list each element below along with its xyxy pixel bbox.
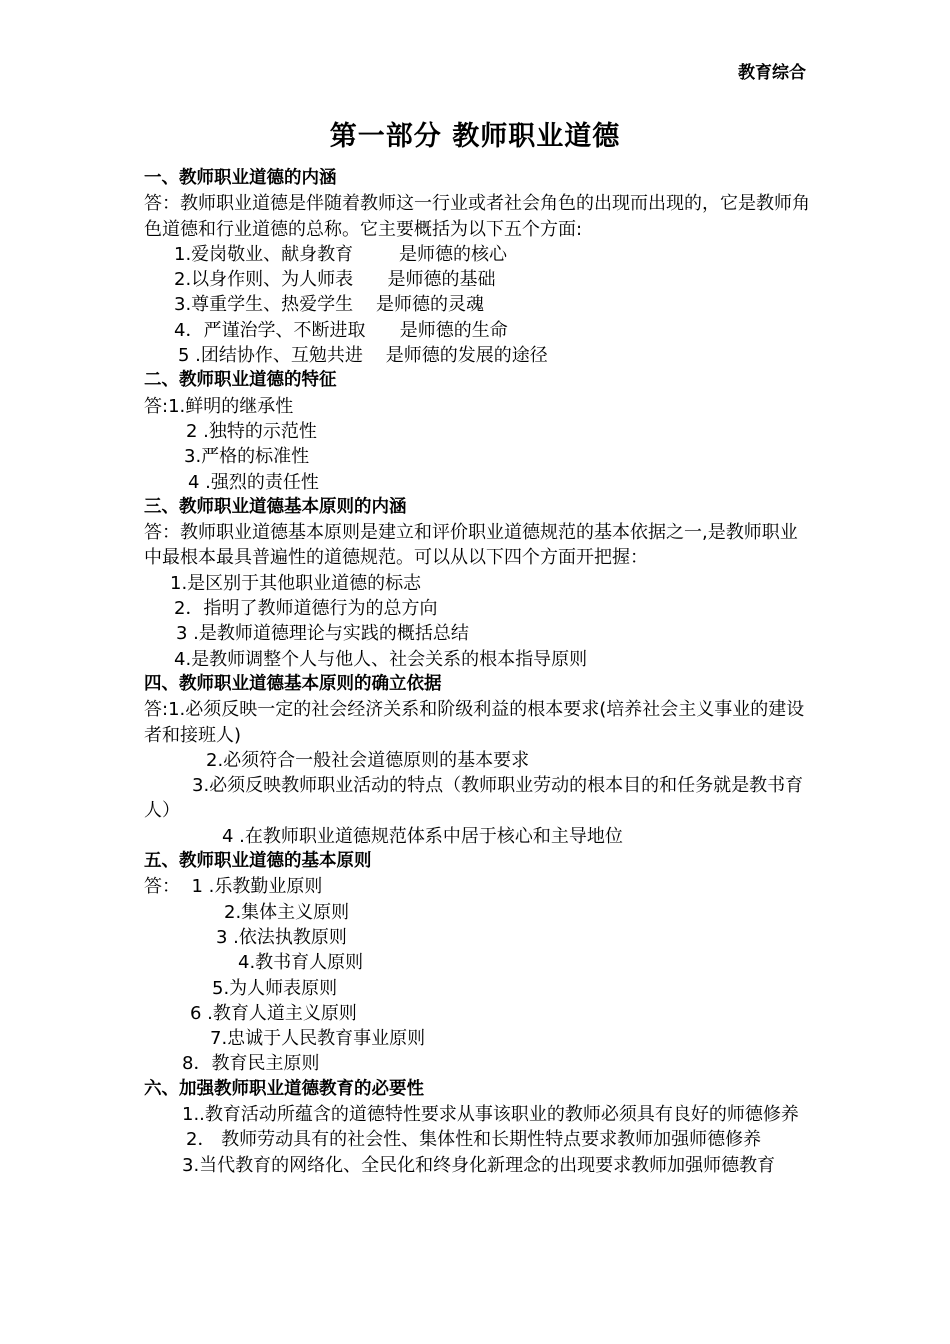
section-3-item-2: 2．指明了教师道德行为的总方向 [174,598,438,620]
section-2-item-2: 2 .独特的示范性 [186,420,317,442]
section-5-item-2: 2.集体主义原则 [224,901,350,923]
section-2-item-4: 4 .强烈的责任性 [188,471,319,493]
section-5-item-8: 8．教育民主原则 [182,1053,320,1075]
section-3-paragraph: 答：教师职业道德基本原则是建立和评价职业道德规范的基本依据之一,是教师职业中最根本最具普遍性的道德规范。可以从以下四个方面开把握： [144,522,798,569]
section-3-item-4: 4.是教师调整个人与他人、社会关系的根本指导原则 [174,648,588,670]
section-2-item-1: 答:1.鲜明的继承性 [144,395,294,417]
section-1-item-2: 2.以身作则、为人师表 是师德的基础 [174,269,496,291]
section-3-item-3: 3 .是教师道德理论与实践的概括总结 [176,623,469,645]
section-4-item-4: 4 .在教师职业道德规范体系中居于核心和主导地位 [222,825,623,847]
section-6-item-1: 1..教育活动所蕴含的道德特性要求从事该职业的教师必须具有良好的师德修养 [182,1103,799,1125]
section-6-item-3: 3.当代教育的网络化、全民化和终身化新理念的出现要求教师加强师德教育 [182,1154,776,1176]
section-1-item-5: 5 .团结协作、互勉共进 是师德的发展的途径 [178,345,548,367]
section-4-item-1: 答:1.必须反映一定的社会经济关系和阶级利益的根本要求(培养社会主义事业的建设者和接班人) [144,699,805,746]
document-body [144,166,814,1178]
section-5-heading: 五、教师职业道德的基本原则 [144,851,372,872]
section-6-item-2: 2． 教师劳动具有的社会性、集体性和长期性特点要求教师加强师德修养 [186,1129,762,1151]
section-5-item-7: 7.忠诚于人民教育事业原则 [210,1028,426,1050]
section-5-item-4: 4.教书育人原则 [238,952,364,974]
section-4-heading: 四、教师职业道德基本原则的确立依据 [144,673,442,694]
section-3-item-1: 1.是区别于其他职业道德的标志 [170,572,422,594]
section-5-item-5: 5.为人师表原则 [212,977,338,999]
section-4-item-2: 2.必须符合一般社会道德原则的基本要求 [206,749,530,771]
section-1-item-4: 4．严谨治学、不断进取 是师德的生命 [174,319,508,341]
page-title: 第一部分 教师职业道德 [329,121,621,152]
section-5-item-3: 3 .依法执教原则 [216,926,347,948]
section-6-heading: 六、加强教师职业道德教育的必要性 [144,1078,424,1099]
section-1-item-1: 1.爱岗敬业、献身教育 是师德的核心 [174,243,507,265]
section-4-item-3: 3.必须反映教师职业活动的特点（教师职业劳动的根本目的和任务就是教书育人） [144,775,804,822]
section-5-item-6: 6 .教育人道主义原则 [190,1002,357,1024]
page-header: 教育综合 [738,63,806,83]
section-3-heading: 三、教师职业道德基本原则的内涵 [144,496,407,517]
section-2-item-3: 3.严格的标准性 [184,446,310,468]
section-1-heading: 一、教师职业道德的内涵 [144,168,337,188]
section-2-heading: 二、教师职业道德的特征 [144,370,337,391]
section-1-item-3: 3.尊重学生、热爱学生 是师德的灵魂 [174,294,485,316]
section-5-item-1: 答： 1 .乐教勤业原则 [144,876,323,898]
section-1-paragraph: 答：教师职业道德是伴随着教师这一行业或者社会角色的出现而出现的，它是教师角色道德和行业道德的总称。它主要概括为以下五个方面: [144,193,810,240]
